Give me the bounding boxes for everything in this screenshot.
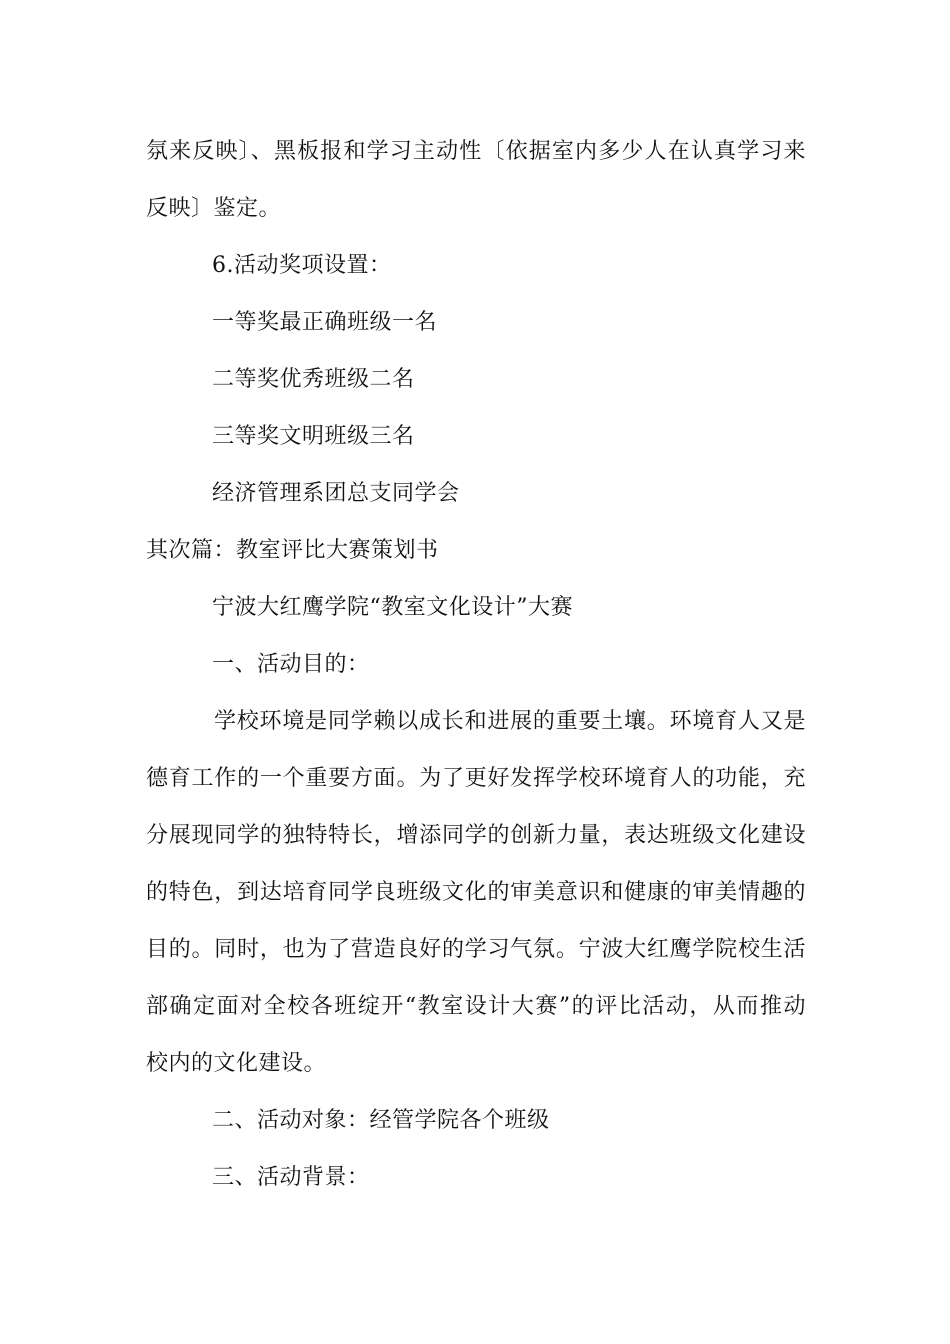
- paragraph-line: 德育工作的一个重要方面。为了更好发挥学校环境育人的功能，充: [146, 766, 806, 791]
- section-heading: 三、活动背景：: [212, 1165, 370, 1190]
- section-heading: 一、活动目的：: [212, 652, 370, 677]
- signature-line: 经济管理系团总支同学会: [212, 481, 460, 506]
- text-line: 反映〕鉴定。: [146, 196, 282, 221]
- paragraph-line: 分展现同学的独特特长，增添同学的创新力量，表达班级文化建设: [146, 823, 806, 848]
- section-heading: 二、活动对象：经管学院各个班级: [212, 1108, 550, 1133]
- paragraph-line: 部确定面对全校各班绽开“教室设计大赛”的评比活动，从而推动: [146, 994, 806, 1019]
- paragraph-line: 目的。同时，也为了营造良好的学习气氛。宁波大红鹰学院校生活: [146, 937, 806, 962]
- section-heading: 6.活动奖项设置：: [212, 253, 392, 278]
- list-item: 一等奖最正确班级一名: [212, 310, 438, 335]
- list-item: 三等奖文明班级三名: [212, 424, 415, 449]
- paragraph-line: 的特色，到达培育同学良班级文化的审美意识和健康的审美情趣的: [146, 880, 806, 905]
- event-title: 宁波大红鹰学院“教室文化设计”大赛: [212, 595, 573, 620]
- chapter-title: 其次篇：教室评比大赛策划书: [146, 538, 439, 563]
- paragraph-line: 校内的文化建设。: [146, 1051, 327, 1076]
- text-line: 氛来反映〕、黑板报和学习主动性〔依据室内多少人在认真学习来: [146, 139, 806, 164]
- paragraph-line: 学校环境是同学赖以成长和进展的重要土壤。环境育人又是: [214, 709, 806, 734]
- list-item: 二等奖优秀班级二名: [212, 367, 415, 392]
